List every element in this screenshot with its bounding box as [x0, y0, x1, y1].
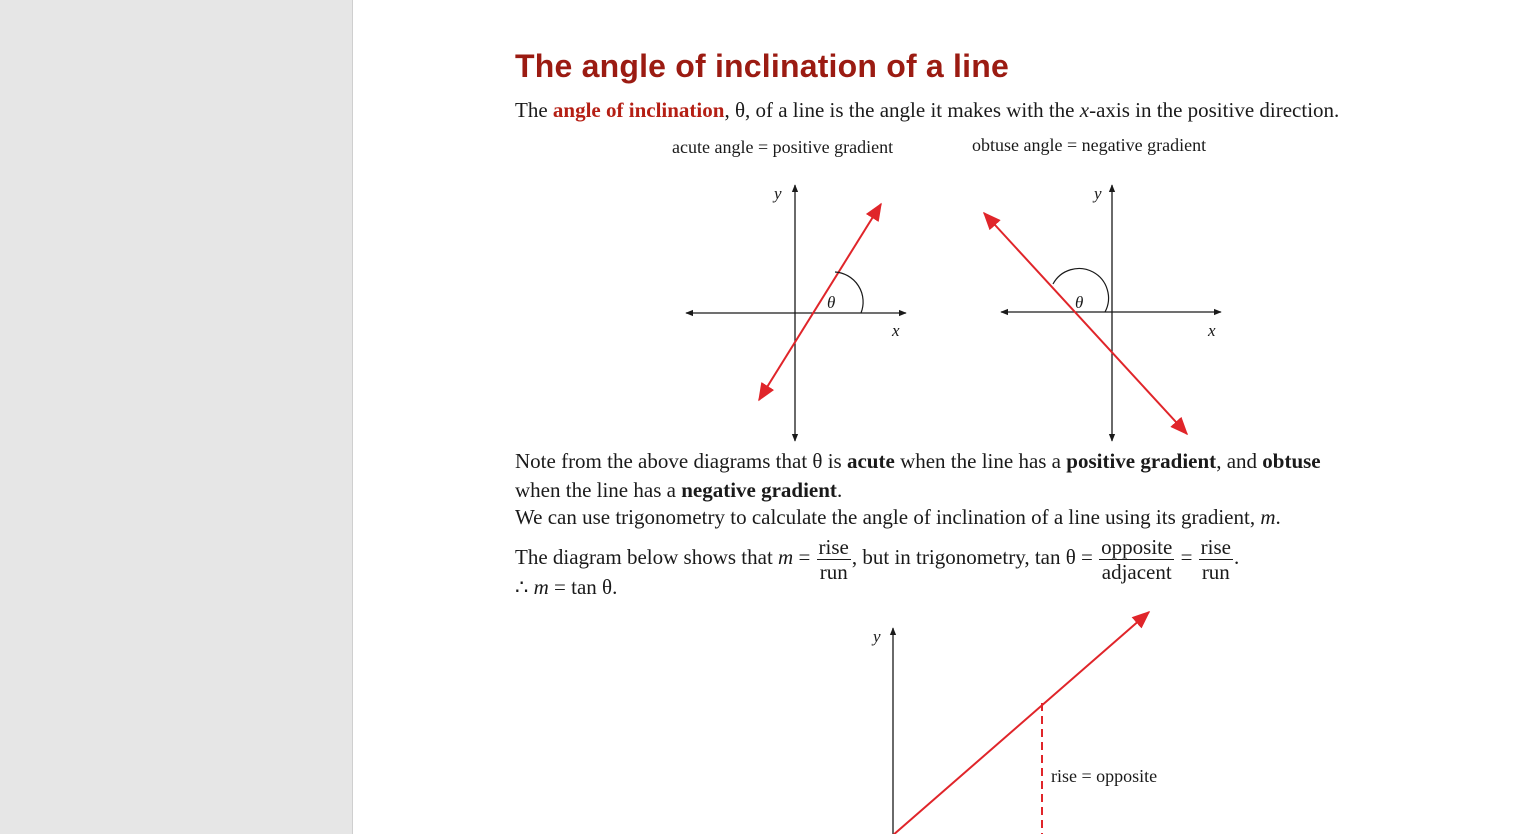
acute-theta-label: θ — [827, 293, 836, 312]
key-term-angle-of-inclination: angle of inclination — [552, 98, 725, 122]
acute-y-label: y — [774, 184, 782, 203]
trig-text: We can use trigonometry to calculate the angle of inclination of a line using its gradient, — [515, 505, 1261, 529]
note-text: , and — [1216, 449, 1263, 473]
left-gutter — [0, 0, 353, 834]
equals-sign: = — [1175, 545, 1198, 569]
section-title: The angle of inclination of a line — [515, 48, 1009, 84]
intro-x-variable: x — [1079, 98, 1090, 122]
obtuse-y-label: y — [1094, 184, 1102, 203]
fraction-numerator: opposite — [1101, 534, 1173, 559]
fraction-denominator: adjacent — [1101, 559, 1172, 584]
lower-line — [853, 612, 1149, 834]
var-m: m — [778, 545, 794, 569]
trig-text: , but in trigonometry, tan θ = — [851, 545, 1099, 569]
note-text: Note from the above diagrams that θ is — [515, 449, 847, 473]
equals-sign: = — [793, 545, 816, 569]
obtuse-caption: obtuse angle = negative gradient — [972, 135, 1207, 155]
gradient-triangle-diagram — [353, 0, 1522, 834]
document-page — [353, 0, 1522, 834]
note-obtuse: obtuse — [1262, 449, 1321, 473]
note-positive-gradient: positive gradient — [1066, 449, 1217, 473]
var-m: m — [533, 575, 549, 599]
fraction-denominator: run — [819, 559, 848, 584]
obtuse-theta-label: θ — [1075, 293, 1084, 312]
var-m: m — [1260, 505, 1276, 529]
therefore-symbol: ∴ — [515, 575, 534, 599]
trig-text: . — [1233, 545, 1240, 569]
note-text: . — [836, 478, 843, 502]
trig-text: The diagram below shows that — [515, 545, 779, 569]
fraction-denominator: run — [1201, 559, 1230, 584]
acute-caption: acute angle = positive gradient — [672, 137, 894, 157]
acute-x-label: x — [892, 321, 900, 340]
fraction-numerator: rise — [1200, 534, 1231, 559]
obtuse-x-label: x — [1208, 321, 1216, 340]
intro-text-post2: -axis in the positive direction. — [1089, 98, 1340, 122]
rise-opposite-label: rise = opposite — [1051, 766, 1158, 786]
intro-text-post1: , θ, of a line is the angle it makes with the — [724, 98, 1080, 122]
note-text: when the line has a — [894, 449, 1067, 473]
intro-text-pre: The — [515, 98, 553, 122]
lower-y-label: y — [873, 627, 881, 646]
note-acute: acute — [846, 449, 895, 473]
trig-text: . — [1275, 505, 1281, 529]
trig-text: = tan θ. — [548, 575, 618, 599]
fraction-numerator: rise — [818, 534, 849, 559]
note-negative-gradient: negative gradient — [681, 478, 837, 502]
note-text: when the line has a — [515, 478, 682, 502]
